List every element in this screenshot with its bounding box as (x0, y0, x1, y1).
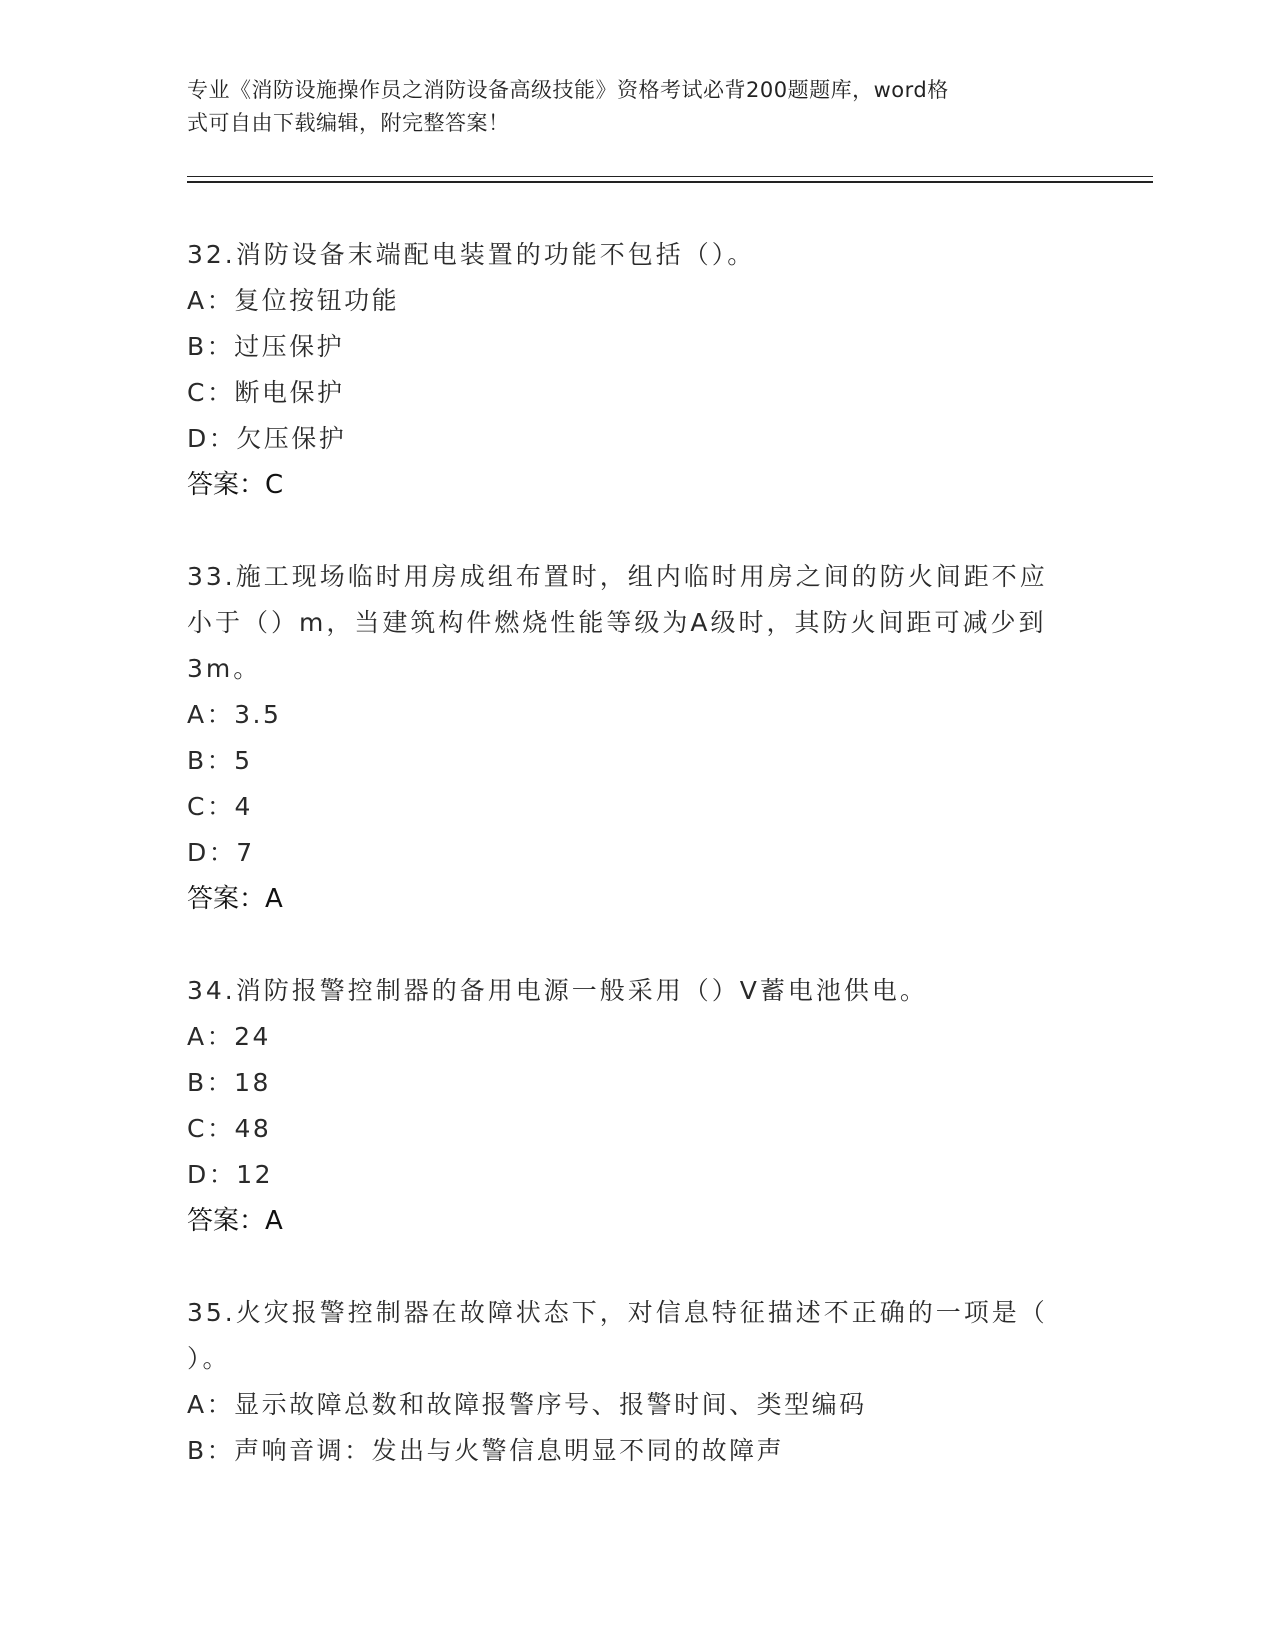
option-d: D：欠压保护 (187, 424, 347, 453)
document-header (187, 74, 1067, 140)
question-33 (187, 554, 1087, 922)
answer-label: 答案：A (187, 884, 283, 914)
option-d: D：12 (187, 1160, 274, 1189)
option-c: C：4 (187, 792, 253, 821)
question-stem: 小于（）m，当建筑构件燃烧性能等级为A级时，其防火间距可减少到 (187, 608, 1047, 637)
option-b: B：声响音调：发出与火警信息明显不同的故障声 (187, 1436, 785, 1465)
header-divider (187, 176, 1153, 177)
option-a: A：24 (187, 1022, 271, 1051)
question-list (187, 232, 1087, 1520)
question-35 (187, 1290, 1087, 1474)
question-stem: 33.施工现场临时用房成组布置时，组内临时用房之间的防火间距不应 (187, 562, 1048, 591)
option-a: A：复位按钮功能 (187, 286, 400, 315)
option-a: A：3.5 (187, 700, 282, 729)
header-line: 式可自由下载编辑，附完整答案！ (187, 111, 510, 135)
option-c: C：48 (187, 1114, 272, 1143)
question-stem: 34.消防报警控制器的备用电源一般采用（）V蓄电池供电。 (187, 976, 928, 1005)
option-c: C：断电保护 (187, 378, 345, 407)
option-b: B：过压保护 (187, 332, 345, 361)
question-stem: 35.火灾报警控制器在故障状态下，对信息特征描述不正确的一项是（ (187, 1298, 1048, 1327)
question-32 (187, 232, 1087, 508)
header-line: 专业《消防设施操作员之消防设备高级技能》资格考试必背200题题库，word格 (187, 78, 949, 102)
question-stem: 3m。 (187, 654, 262, 683)
question-stem: ）。 (187, 1344, 231, 1373)
option-b: B：5 (187, 746, 253, 775)
option-d: D：7 (187, 838, 255, 867)
option-a: A：显示故障总数和故障报警序号、报警时间、类型编码 (187, 1390, 867, 1419)
option-b: B：18 (187, 1068, 271, 1097)
answer-label: 答案：C (187, 470, 284, 500)
header-divider (187, 181, 1153, 183)
question-34 (187, 968, 1087, 1244)
question-stem: 32.消防设备末端配电装置的功能不包括（）。 (187, 240, 756, 269)
answer-label: 答案：A (187, 1206, 283, 1236)
